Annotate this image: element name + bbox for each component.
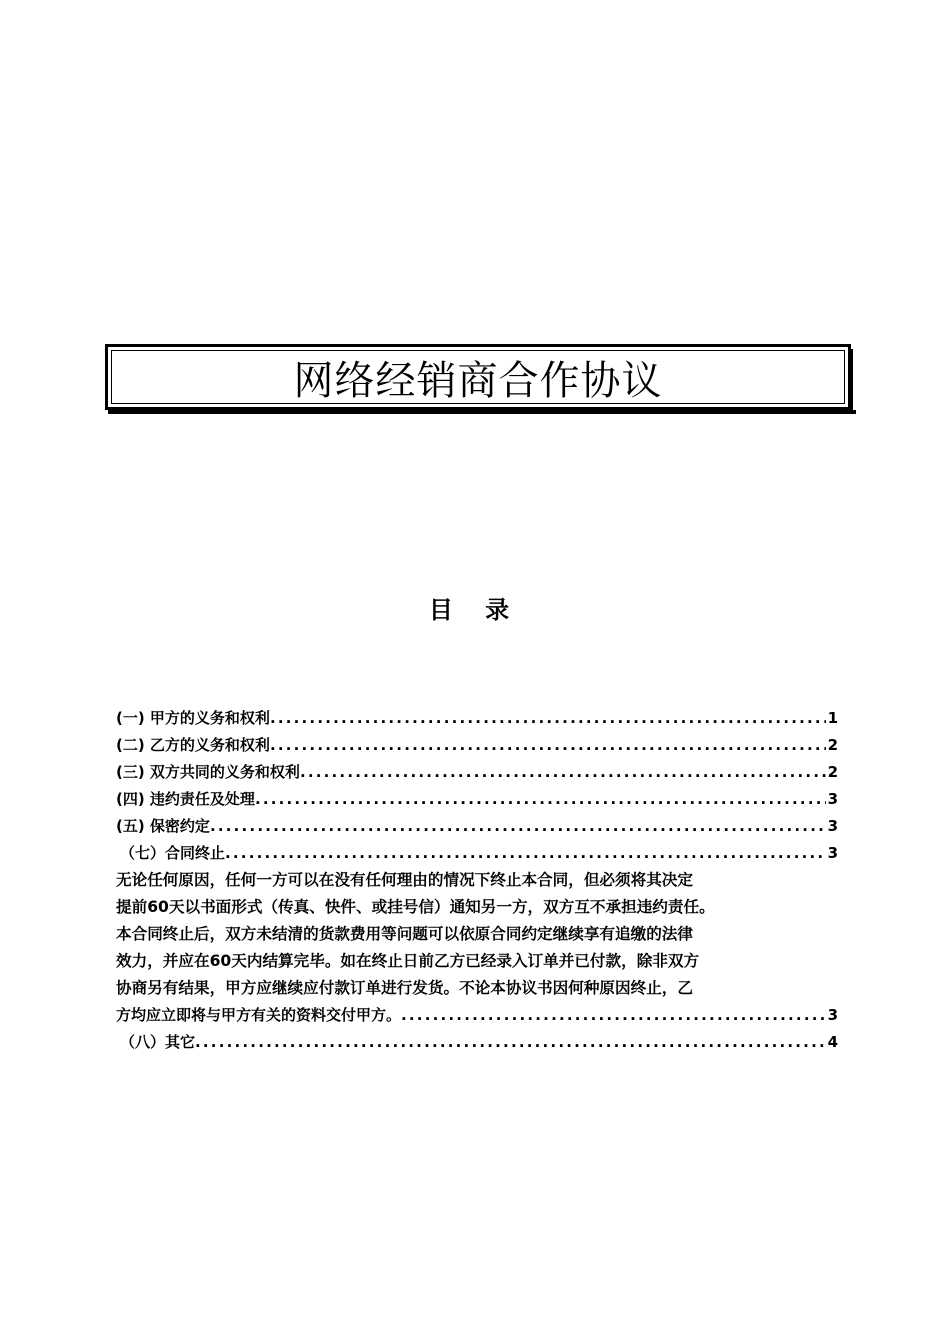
toc-entry-label: (四) 违约责任及处理 [116,790,255,808]
toc-entry-page: 3 [827,817,838,835]
paragraph-line: 无论任何原因，任何一方可以在没有任何理由的情况下终止本合同，但必须将其决定 [116,871,693,889]
toc-entry-page: 3 [827,1006,838,1024]
paragraph-line: 效力，并应在60天内结算完毕。如在终止日前乙方已经录入订单并已付款，除非双方 [116,952,700,970]
toc-entry[interactable] [116,705,838,732]
table-of-contents [116,705,838,1056]
toc-leader-dots [225,840,826,867]
termination-paragraph[interactable] [116,867,838,1029]
toc-entry[interactable] [116,786,838,813]
toc-entry-page: 3 [827,844,838,862]
toc-entry-page: 4 [827,1033,838,1051]
toc-leader-dots [300,759,826,786]
toc-entry-label: （七）合同终止 [120,844,226,862]
toc-entry[interactable] [116,813,838,840]
toc-entry[interactable] [116,759,838,786]
toc-entry-page: 1 [827,709,838,727]
toc-entry[interactable] [116,1029,838,1056]
paragraph-line: 提前60天以书面形式（传真、快件、或挂号信）通知另一方，双方互不承担违约责任。 [116,898,715,916]
toc-entry-label: （八）其它 [120,1033,196,1051]
toc-leader-dots [255,786,826,813]
toc-entry-page: 3 [827,790,838,808]
toc-leader-dots [270,705,826,732]
paragraph-line: 协商另有结果，甲方应继续应付款订单进行发货。不论本协议书因何种原因终止，乙 [116,979,693,997]
toc-entry[interactable] [116,840,838,867]
title-box-shadow [108,410,856,414]
toc-entry[interactable] [116,732,838,759]
toc-entry-label: (一) 甲方的义务和权利 [116,709,270,727]
toc-entry-page: 2 [827,763,838,781]
toc-entry-page: 2 [827,736,838,754]
toc-leader-dots [210,813,826,840]
paragraph-line: 本合同终止后，双方未结清的货款费用等问题可以依原合同约定继续享有追缴的法律 [116,925,693,943]
paragraph-last-line [116,1002,838,1029]
paragraph-last-line-text: 方均应立即将与甲方有关的资料交付甲方。 [116,1006,402,1024]
toc-entry-label: (二) 乙方的义务和权利 [116,736,270,754]
title-box [105,344,851,410]
toc-entry-label: (三) 双方共同的义务和权利 [116,763,300,781]
toc-entry-label: (五) 保密约定 [116,817,210,835]
document-title: 网络经销商合作协议 [293,357,663,404]
toc-leader-dots [195,1029,826,1056]
toc-heading: 目 录 [428,596,522,624]
toc-leader-dots [401,1002,826,1029]
toc-leader-dots [270,732,826,759]
